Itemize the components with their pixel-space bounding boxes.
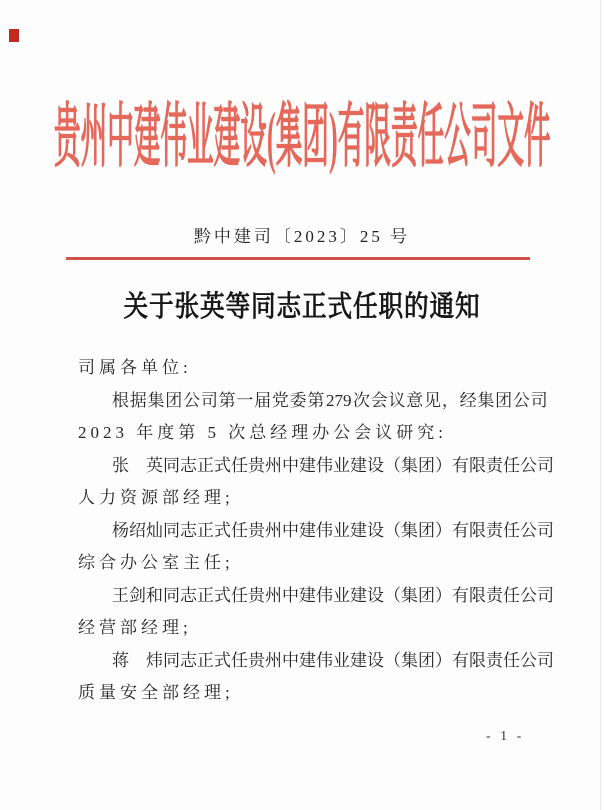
body-line: 综合办公室主任; [78, 553, 234, 572]
notice-title [0, 284, 604, 325]
body-line-salutation: 司属各单位: [78, 358, 192, 377]
body-line: 人力资源部经理; [78, 488, 234, 507]
org-title-text: 贵州中建伟业建设(集团)有限责任公司文件 [53, 99, 551, 176]
red-rule [66, 257, 530, 260]
body-line: 杨 绍 灿 同 志 正 式 任 贵 州 中 建 伟 业 建 设 （ 集 团 ） 有 限 责 任 公 司 [112, 520, 554, 540]
doc-number: 黔中建司〔2023〕25 号 [193, 227, 411, 246]
body-line: 经营部经理; [78, 618, 192, 637]
body-text [78, 352, 554, 710]
body-line: 2023 年度第 5 次总经理办公会议研究: [78, 423, 447, 442]
body-line: 蒋 炜 同 志 正 式 任 贵 州 中 建 伟 业 建 设 （ 集 团 ） 有 限 责 任 公 司 [112, 650, 554, 670]
body-line: 质量安全部经理; [78, 683, 234, 702]
body-line: 张 英 同 志 正 式 任 贵 州 中 建 伟 业 建 设 （ 集 团 ） 有 限 责 任 公 司 [112, 455, 554, 475]
org-title [0, 94, 604, 182]
notice-title-text: 关于张英等同志正式任职的通知 [123, 291, 481, 323]
body-line: 王 剑 和 同 志 正 式 任 贵 州 中 建 伟 业 建 设 （ 集 团 ） 有 限 责 任 公 司 [112, 585, 554, 605]
corner-mark [9, 29, 19, 42]
page-number: - 1 - [486, 729, 525, 744]
body-line: 根 据 集 团 公 司 第 一 届 党 委 第 279 次 会 议 意 见 ， 经 集 团 公 司 [112, 390, 548, 410]
